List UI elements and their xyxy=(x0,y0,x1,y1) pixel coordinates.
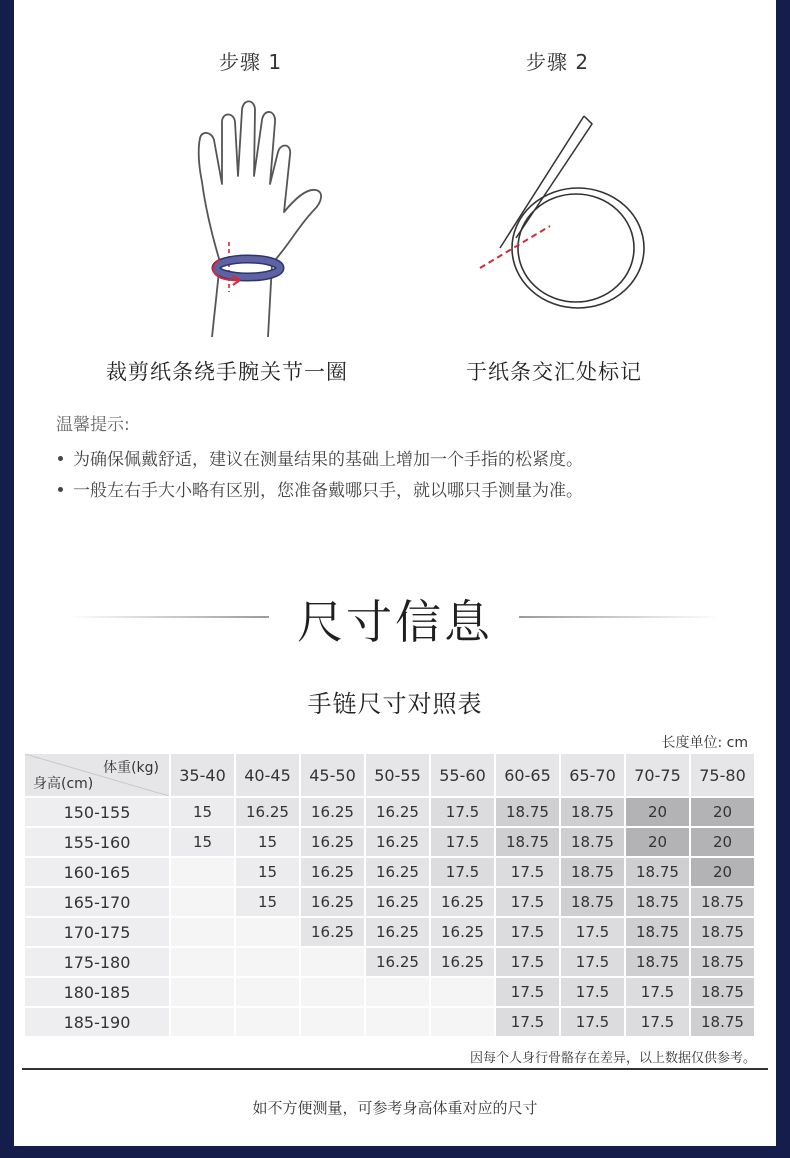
step-2-caption: 于纸条交汇处标记 xyxy=(466,360,642,384)
height-header: 180-185 xyxy=(24,977,170,1007)
weight-header: 75-80 xyxy=(690,753,755,797)
size-cell: 20 xyxy=(690,827,755,857)
size-cell: 17.5 xyxy=(625,1007,690,1037)
size-cell: 16.25 xyxy=(300,917,365,947)
weight-header: 60-65 xyxy=(495,753,560,797)
size-cell: 16.25 xyxy=(235,797,300,827)
size-cell: 18.75 xyxy=(495,827,560,857)
size-cell: 17.5 xyxy=(495,977,560,1007)
size-cell: 16.25 xyxy=(365,797,430,827)
size-cell: 18.75 xyxy=(690,977,755,1007)
size-cell: 16.25 xyxy=(365,887,430,917)
size-cell xyxy=(430,1007,495,1037)
height-header: 160-165 xyxy=(24,857,170,887)
size-cell: 18.75 xyxy=(625,887,690,917)
size-cell: 16.25 xyxy=(300,797,365,827)
size-cell: 17.5 xyxy=(430,857,495,887)
table-title: 手链尺寸对照表 xyxy=(307,690,483,718)
height-header: 170-175 xyxy=(24,917,170,947)
size-cell: 17.5 xyxy=(430,797,495,827)
size-cell: 15 xyxy=(235,827,300,857)
size-cell: 20 xyxy=(690,797,755,827)
height-header: 155-160 xyxy=(24,827,170,857)
paper-loop-illustration xyxy=(460,108,650,328)
page-frame xyxy=(14,0,776,1146)
size-cell xyxy=(170,1007,235,1037)
size-cell xyxy=(170,887,235,917)
step-1-caption: 裁剪纸条绕手腕关节一圈 xyxy=(106,360,348,384)
size-cell: 18.75 xyxy=(560,827,625,857)
size-cell: 17.5 xyxy=(625,977,690,1007)
weight-header: 55-60 xyxy=(430,753,495,797)
size-cell: 18.75 xyxy=(495,797,560,827)
table-row xyxy=(24,917,755,947)
weight-header: 40-45 xyxy=(235,753,300,797)
size-cell xyxy=(300,1007,365,1037)
section-title: 尺寸信息 xyxy=(297,595,493,649)
section-divider-right xyxy=(519,616,719,618)
step-1-title: 步骤 1 xyxy=(219,50,283,74)
height-header: 165-170 xyxy=(24,887,170,917)
corner-weight-label: 体重(kg) xyxy=(103,760,159,776)
size-cell: 18.75 xyxy=(560,887,625,917)
weight-header: 45-50 xyxy=(300,753,365,797)
size-cell: 20 xyxy=(625,797,690,827)
size-cell: 16.25 xyxy=(365,917,430,947)
size-cell: 16.25 xyxy=(430,887,495,917)
corner-cell xyxy=(24,753,170,797)
size-cell: 18.75 xyxy=(690,947,755,977)
size-cell: 18.75 xyxy=(560,797,625,827)
table-row xyxy=(24,887,755,917)
size-cell xyxy=(300,977,365,1007)
table-row xyxy=(24,947,755,977)
size-cell: 17.5 xyxy=(495,947,560,977)
footer-text: 如不方便测量，可参考身高体重对应的尺寸 xyxy=(252,1099,538,1117)
weight-header: 35-40 xyxy=(170,753,235,797)
table-row xyxy=(24,857,755,887)
size-cell: 18.75 xyxy=(690,1007,755,1037)
size-cell: 16.25 xyxy=(300,857,365,887)
size-cell: 17.5 xyxy=(560,947,625,977)
table-row xyxy=(24,827,755,857)
size-cell: 20 xyxy=(625,827,690,857)
size-cell: 18.75 xyxy=(625,917,690,947)
size-cell xyxy=(300,947,365,977)
weight-header: 70-75 xyxy=(625,753,690,797)
size-cell: 20 xyxy=(690,857,755,887)
size-cell xyxy=(365,977,430,1007)
corner-height-label: 身高(cm) xyxy=(33,776,94,792)
tip-item: 为确保佩戴舒适，建议在测量结果的基础上增加一个手指的松紧度。 xyxy=(56,445,583,476)
size-table xyxy=(23,752,756,1038)
size-cell: 16.25 xyxy=(300,827,365,857)
size-cell: 15 xyxy=(170,797,235,827)
size-cell: 16.25 xyxy=(365,947,430,977)
size-cell xyxy=(235,977,300,1007)
size-cell xyxy=(170,857,235,887)
size-cell xyxy=(365,1007,430,1037)
size-cell: 18.75 xyxy=(625,947,690,977)
tips-heading: 温馨提示: xyxy=(56,415,130,435)
size-cell: 17.5 xyxy=(495,857,560,887)
size-cell: 16.25 xyxy=(430,947,495,977)
size-cell: 17.5 xyxy=(430,827,495,857)
tips xyxy=(56,410,583,507)
size-cell xyxy=(170,917,235,947)
size-cell xyxy=(235,917,300,947)
size-cell xyxy=(170,947,235,977)
size-cell: 17.5 xyxy=(560,977,625,1007)
size-cell: 16.25 xyxy=(430,917,495,947)
size-cell: 17.5 xyxy=(560,1007,625,1037)
size-cell: 17.5 xyxy=(495,887,560,917)
size-cell: 18.75 xyxy=(690,917,755,947)
height-header: 150-155 xyxy=(24,797,170,827)
size-cell xyxy=(235,947,300,977)
table-row xyxy=(24,977,755,1007)
size-cell: 18.75 xyxy=(625,857,690,887)
size-cell: 16.25 xyxy=(365,857,430,887)
size-cell: 17.5 xyxy=(560,917,625,947)
weight-header: 50-55 xyxy=(365,753,430,797)
size-cell xyxy=(170,977,235,1007)
disclaimer-note: 因每个人身行骨骼存在差异，以上数据仅供参考。 xyxy=(469,1051,756,1066)
unit-label: 长度单位: cm xyxy=(661,735,748,751)
size-cell: 16.25 xyxy=(365,827,430,857)
size-cell: 18.75 xyxy=(560,857,625,887)
footer-divider xyxy=(22,1068,768,1070)
size-cell: 16.25 xyxy=(300,887,365,917)
table-row xyxy=(24,797,755,827)
size-cell: 18.75 xyxy=(690,887,755,917)
tip-item: 一般左右手大小略有区别，您准备戴哪只手，就以哪只手测量为准。 xyxy=(56,476,583,507)
size-cell: 15 xyxy=(170,827,235,857)
hand-wrist-illustration xyxy=(184,92,354,342)
height-header: 175-180 xyxy=(24,947,170,977)
weight-header: 65-70 xyxy=(560,753,625,797)
size-cell xyxy=(235,1007,300,1037)
size-cell xyxy=(430,977,495,1007)
size-cell: 15 xyxy=(235,887,300,917)
table-row xyxy=(24,1007,755,1037)
size-cell: 15 xyxy=(235,857,300,887)
size-cell: 17.5 xyxy=(495,1007,560,1037)
size-cell: 17.5 xyxy=(495,917,560,947)
height-header: 185-190 xyxy=(24,1007,170,1037)
step-2-title: 步骤 2 xyxy=(526,50,590,74)
